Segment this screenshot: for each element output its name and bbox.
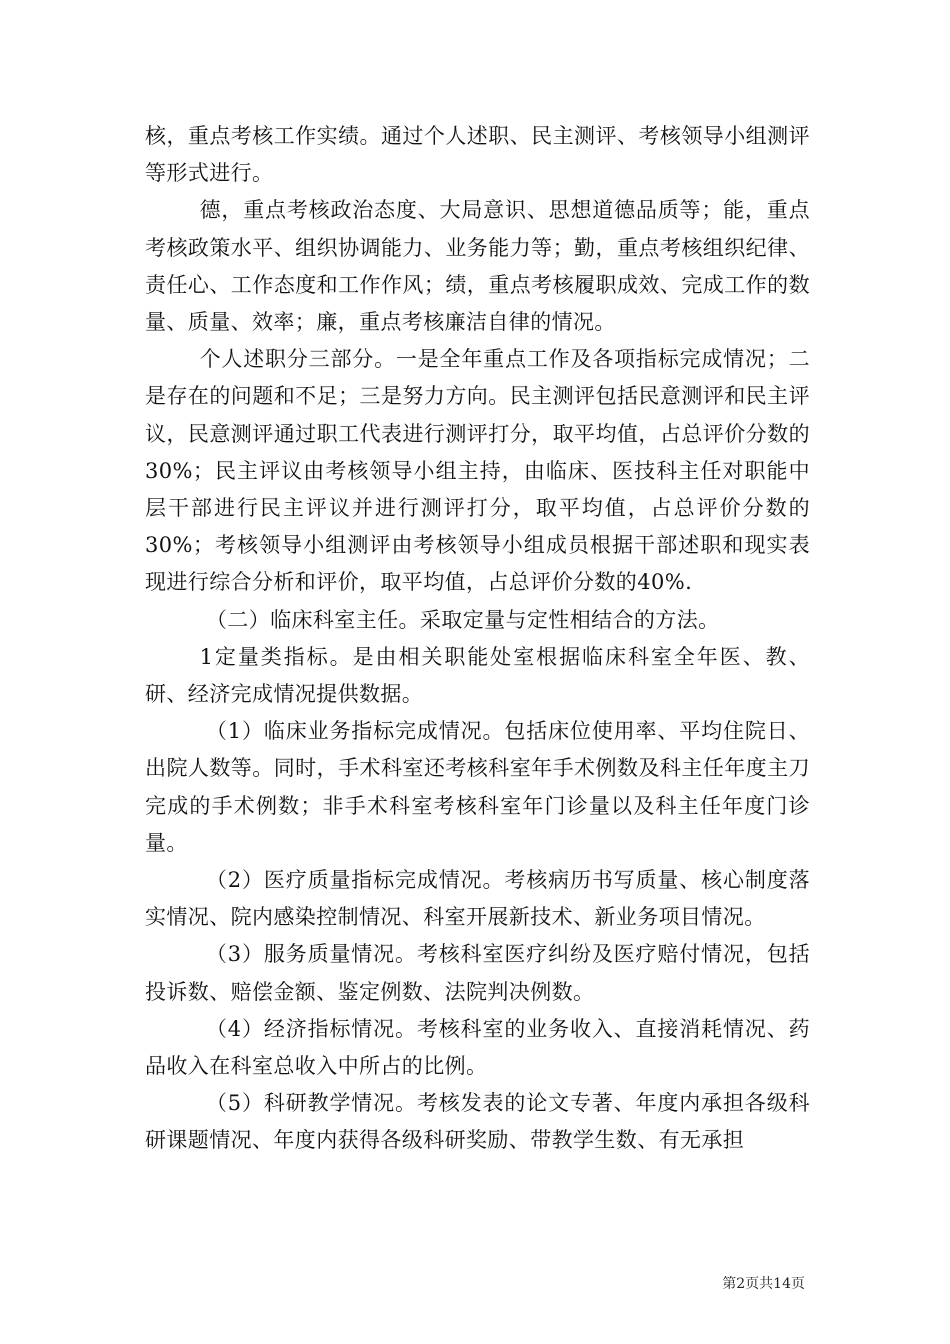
paragraph-10: （5）科研教学情况。考核发表的论文专著、年度内承担各级科研课题情况、年度内获得各级科研奖励、带教学生数、有无承担: [145, 1091, 810, 1153]
paragraph-7: （2）医疗质量指标完成情况。考核病历书写质量、核心制度落实情况、院内感染控制情况、科室开展新技术、新业务项目情况。: [145, 868, 810, 930]
paragraph-2: 德，重点考核政治态度、大局意识、思想道德品质等；能，重点考核政策水平、组织协调能力、业务能力等；勤，重点考核组织纪律、责任心、工作态度和工作作风；绩，重点考核履职成效、完成工作的数量、质量、效率；廉，重点考核廉洁自律的情况。: [145, 198, 810, 335]
paragraph-6: （1）临床业务指标完成情况。包括床位使用率、平均住院日、出院人数等。同时，手术科室还考核科室年手术例数及科主任年度主刀完成的手术例数；非手术科室考核科室年门诊量以及科主任年度门诊量。: [145, 719, 810, 855]
paragraph-9: （4）经济指标情况。考核科室的业务收入、直接消耗情况、药品收入在科室总收入中所占的比例。: [145, 1016, 810, 1079]
paragraph-8: （3）服务质量情况。考核科室医疗纠纷及医疗赔付情况，包括投诉数、赔偿金额、鉴定例数、法院判决例数。: [145, 942, 810, 1004]
paragraph-3: 个人述职分三部分。一是全年重点工作及各项指标完成情况；二是存在的问题和不足；三是努力方向。民主测评包括民意测评和民主评议，民意测评通过职工代表进行测评打分，取平均值，占总评价分数的30%；民主评议由考核领导小组主持，由临床、医技科主任对职能中层干部进行民主评议并进行测评打分，取平均值，占总评价分数的30%；考核领导小组测评由考核领导小组成员根据干部述职和现实表现进行综合分析和评价，取平均值，占总评价分数的40%.: [145, 347, 810, 595]
paragraph-1: 核，重点考核工作实绩。通过个人述职、民主测评、考核领导小组测评等形式进行。: [145, 124, 810, 186]
paragraph-5: 1定量类指标。是由相关职能处室根据临床科室全年医、教、研、经济完成情况提供数据。: [145, 644, 810, 707]
page-number: 第2页共14页: [722, 1276, 805, 1292]
paragraph-4: （二）临床科室主任。采取定量与定性相结合的方法。: [205, 607, 720, 632]
document-body: [145, 118, 810, 1160]
